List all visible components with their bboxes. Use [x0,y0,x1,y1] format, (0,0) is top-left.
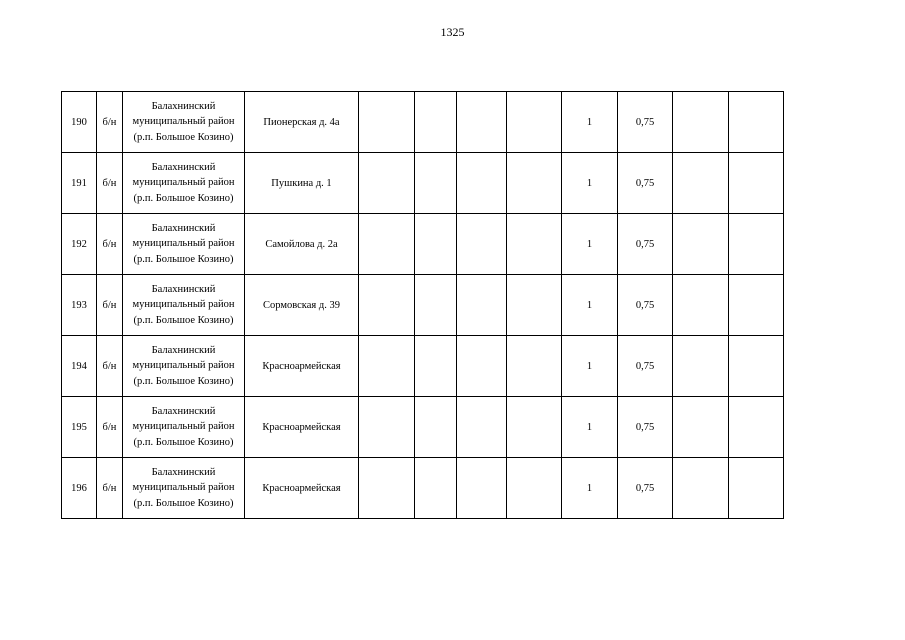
district-cell [123,275,245,336]
empty-cell [415,92,457,153]
empty-cell [359,336,415,397]
district-line-2: муниципальный район [132,299,235,311]
address-cell: Красноармейская [245,458,359,519]
value-cell: 0,75 [618,214,673,275]
district-line-3: (р.п. Большое Козино) [133,375,234,387]
row-number-cell: 193 [62,275,97,336]
district-line-2: муниципальный район [132,421,235,433]
district-line-1: Балахнинский [151,405,216,417]
empty-cell [457,397,507,458]
empty-cell [359,92,415,153]
empty-cell [673,153,729,214]
empty-cell [415,458,457,519]
register-table [61,91,784,519]
empty-cell [673,397,729,458]
value-cell: 0,75 [618,153,673,214]
district-line-2: муниципальный район [132,482,235,494]
empty-cell [673,336,729,397]
empty-cell [457,92,507,153]
value-cell: 0,75 [618,397,673,458]
count-cell: 1 [562,214,618,275]
document-number-cell: б/н [97,458,123,519]
empty-cell [673,214,729,275]
empty-cell [507,275,562,336]
district-line-3: (р.п. Большое Козино) [133,131,234,143]
district-line-1: Балахнинский [151,466,216,478]
empty-cell [359,214,415,275]
document-number-cell: б/н [97,336,123,397]
empty-cell [359,458,415,519]
empty-cell [415,153,457,214]
document-number-cell: б/н [97,275,123,336]
empty-cell [415,397,457,458]
row-number-cell: 190 [62,92,97,153]
district-line-1: Балахнинский [151,283,216,295]
district-line-2: муниципальный район [132,360,235,372]
row-number-cell: 195 [62,397,97,458]
empty-cell [729,275,784,336]
address-cell: Сормовская д. 39 [245,275,359,336]
empty-cell [673,275,729,336]
address-cell: Красноармейская [245,336,359,397]
value-cell: 0,75 [618,458,673,519]
table-row [62,458,784,519]
table-row [62,397,784,458]
district-line-1: Балахнинский [151,161,216,173]
page-number: 1325 [440,25,465,39]
count-cell: 1 [562,153,618,214]
value-cell: 0,75 [618,92,673,153]
empty-cell [729,336,784,397]
address-cell: Красноармейская [245,397,359,458]
empty-cell [415,275,457,336]
district-line-3: (р.п. Большое Козино) [133,497,234,509]
value-cell: 0,75 [618,336,673,397]
district-line-2: муниципальный район [132,238,235,250]
district-line-2: муниципальный район [132,116,235,128]
row-number-cell: 194 [62,336,97,397]
row-number-cell: 192 [62,214,97,275]
address-cell: Самойлова д. 2а [245,214,359,275]
district-line-3: (р.п. Большое Козино) [133,314,234,326]
document-number-cell: б/н [97,214,123,275]
empty-cell [359,275,415,336]
empty-cell [507,458,562,519]
empty-cell [457,153,507,214]
row-number-cell: 191 [62,153,97,214]
empty-cell [415,214,457,275]
empty-cell [359,397,415,458]
district-cell [123,92,245,153]
table-row [62,153,784,214]
district-line-3: (р.п. Большое Козино) [133,192,234,204]
document-number-cell: б/н [97,397,123,458]
district-cell [123,336,245,397]
document-number-cell: б/н [97,153,123,214]
empty-cell [457,275,507,336]
count-cell: 1 [562,397,618,458]
table-row [62,275,784,336]
empty-cell [729,397,784,458]
empty-cell [507,214,562,275]
district-line-3: (р.п. Большое Козино) [133,436,234,448]
district-cell [123,153,245,214]
value-cell: 0,75 [618,275,673,336]
count-cell: 1 [562,336,618,397]
count-cell: 1 [562,275,618,336]
district-line-2: муниципальный район [132,177,235,189]
empty-cell [507,153,562,214]
count-cell: 1 [562,92,618,153]
empty-cell [729,92,784,153]
district-cell [123,458,245,519]
empty-cell [729,153,784,214]
district-cell [123,397,245,458]
empty-cell [729,214,784,275]
row-number-cell: 196 [62,458,97,519]
empty-cell [507,92,562,153]
empty-cell [673,92,729,153]
empty-cell [415,336,457,397]
district-line-1: Балахнинский [151,100,216,112]
count-cell: 1 [562,458,618,519]
table-row [62,336,784,397]
district-cell [123,214,245,275]
empty-cell [359,153,415,214]
document-number-cell: б/н [97,92,123,153]
empty-cell [457,214,507,275]
register-table-body [62,92,784,519]
empty-cell [673,458,729,519]
district-line-1: Балахнинский [151,222,216,234]
empty-cell [457,458,507,519]
district-line-1: Балахнинский [151,344,216,356]
empty-cell [457,336,507,397]
table-row [62,214,784,275]
empty-cell [507,336,562,397]
district-line-3: (р.п. Большое Козино) [133,253,234,265]
empty-cell [507,397,562,458]
table-row [62,92,784,153]
address-cell: Пионерская д. 4а [245,92,359,153]
address-cell: Пушкина д. 1 [245,153,359,214]
empty-cell [729,458,784,519]
